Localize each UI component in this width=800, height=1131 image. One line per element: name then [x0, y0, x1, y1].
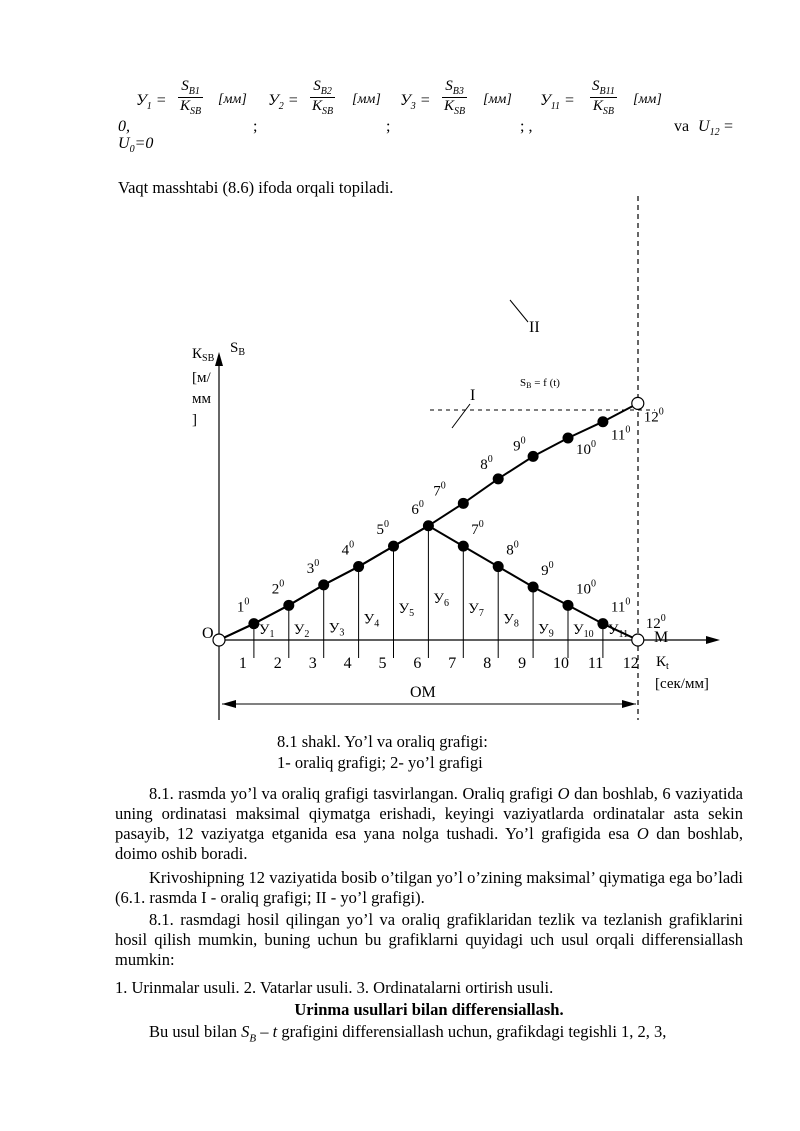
intro-line: Vaqt masshtabi (8.6) ifoda orqali topiladi.: [118, 178, 394, 197]
formula-tail-va: va: [674, 118, 690, 135]
om-arrow-right: [622, 700, 636, 708]
x-tick-label-11: 11: [587, 655, 604, 672]
y-unit-2: мм: [192, 391, 211, 407]
formula-3-fraction: $S_{B3}$ $K_{SB}$: [444, 78, 466, 117]
position-label-i-4: $4^0$: [341, 539, 355, 559]
position-label-ii-10: $10^0$: [576, 439, 596, 459]
y-label-k: $К_{SB}$: [192, 346, 215, 364]
series-i-point-1: [248, 618, 259, 629]
ordinate-label-4: $У_4$: [363, 611, 380, 630]
formula-eq: =: [724, 118, 734, 135]
position-label-i-1: $1^0$: [236, 596, 250, 616]
ordinate-label-9: $У_9$: [538, 621, 554, 640]
x-tick-label-7: 7: [448, 655, 457, 672]
series-i-point-7: [458, 541, 469, 552]
paragraph-5: Bu usul bilan $S_B$ – t grafigini differensiallash uchun, grafikdagi tegishli 1, 2, 3,: [149, 1022, 667, 1045]
y-unit-1: [м/: [192, 370, 211, 386]
paragraph-4: 1. Urinmalar usuli. 2. Vatarlar usuli. 3. Ordinatalarni ortirish usuli.: [115, 978, 554, 997]
curve-ii-label: II: [529, 319, 540, 336]
paragraph-1: 8.1. rasmda yo’l va oraliq grafigi tasvirlangan. Oraliq grafigi O dan boshlab, 6 vaziyatida uning ordinatasi maksimal qiymatga erishadi, keyingi vaziyatlarda ordinatalar asta sekin pasayib, 12 vaziyatga etganida esa yana nolga tushadi. Yo’l grafigida esa O dan boshlab, doimo oshib boradi.: [115, 784, 744, 863]
formula-u0: $U_0=0$: [118, 135, 154, 156]
formula-2-fraction: $S_{B2}$ $K_{SB}$: [312, 78, 334, 117]
curve-i-leader: [452, 404, 470, 428]
x-label-k: $К_t$: [656, 654, 669, 672]
figure-static: [215, 196, 720, 720]
curve-ii-leader: [510, 300, 528, 322]
formula-u12: $U_{12}$: [698, 118, 720, 139]
series-i-point-8: [493, 561, 504, 572]
paragraph-2: Krivoshipning 12 vaziyatida bosib o’tilgan yo’l o’zining maksimal’ qiymatiga ega bo’ladi (6.1. rasmda I - oraliq grafigi; II - yo’l grafigi).: [115, 868, 743, 907]
series-i-end-point: [632, 634, 644, 646]
ordinate-label-11: $У_{11}$: [607, 622, 629, 640]
y-label-s: $S_B$: [230, 340, 246, 358]
x-tick-label-1: 1: [238, 655, 247, 672]
position-label-i-3: $3^0$: [306, 557, 320, 577]
formula-sep-1: ;: [253, 118, 258, 135]
x-tick-label-10: 10: [553, 655, 569, 672]
series-i-point-3: [318, 579, 329, 590]
series-i-point-5: [388, 541, 399, 552]
origin-label: O: [202, 625, 214, 642]
om-arrow-left: [222, 700, 236, 708]
end-label-m: M: [654, 629, 669, 646]
formula-11-unit: [мм]: [633, 92, 662, 107]
series-ii-end-point: [632, 397, 644, 409]
ordinate-label-6: $У_6$: [433, 590, 450, 609]
formula-2-lhs: $У_2$ =: [268, 92, 299, 113]
x-tick-label-12: 12: [622, 655, 639, 672]
position-label-ii-12: $12^0$: [643, 406, 664, 426]
y-axis-arrow: [215, 352, 223, 366]
ordinate-label-1: $У_1$: [258, 622, 275, 640]
formula-3-lhs: $У_3$ =: [400, 92, 431, 113]
position-label-i-10: $10^0$: [576, 578, 596, 598]
position-label-ii-11: $11^0$: [610, 424, 631, 444]
y-unit-3: ]: [192, 412, 197, 428]
paragraph-3: 8.1. rasmdagi hosil qilingan yo’l va oraliq grafiklaridan tezlik va tezlanish grafiklarini hosil qilish mumkin, buning uchun bu grafiklarni quyidagi uch usul orqali differensiallash mumkin:: [115, 910, 743, 969]
x-tick-label-8: 8: [483, 655, 492, 672]
formula-sep-3: ; ,: [520, 118, 533, 135]
series-i-point-10: [563, 600, 574, 611]
formula-11-lhs: $У_{11}$ =: [540, 92, 575, 113]
ordinate-label-7: $У_7$: [468, 601, 484, 620]
series-i-point-9: [528, 581, 539, 592]
x-tick-label-3: 3: [308, 655, 317, 672]
x-tick-label-9: 9: [518, 655, 527, 672]
ordinate-label-10: $У_{10}$: [573, 622, 594, 640]
curve-function-label: SB = f (t): [520, 377, 560, 390]
position-label-i-2: $2^0$: [271, 578, 285, 598]
formula-1-fraction: $S_{B1}$ $K_{SB}$: [180, 78, 202, 117]
x-tick-label-5: 5: [378, 655, 387, 672]
x-tick-label-2: 2: [273, 655, 282, 672]
x-tick-label-4: 4: [343, 655, 352, 672]
series-i-point-4: [353, 561, 364, 572]
position-label-i-8: $8^0$: [506, 539, 519, 559]
position-label-i-12: $12^0$: [645, 613, 666, 632]
formula-11-fraction: $S_{B11}$ $K_{SB}$: [592, 78, 615, 117]
position-label-i-9: $9^0$: [541, 559, 554, 579]
position-label-i-5: $5^0$: [376, 519, 389, 539]
series-ii-point-10: [563, 433, 574, 444]
position-label-ii-9: $9^0$: [513, 435, 526, 455]
formula-lead-zero: 0,: [118, 118, 130, 135]
caption-line-1: 8.1 shakl. Yo’l va oraliq grafigi:: [277, 732, 488, 751]
formula-1-lhs: $У_1$ =: [136, 92, 167, 113]
series-ii-point-11: [597, 416, 608, 427]
series-i-point-6: [423, 520, 434, 531]
formula-1-unit: [мм]: [218, 92, 247, 107]
series-ii-point-7: [458, 498, 469, 509]
position-label-i-11: $11^0$: [610, 596, 631, 616]
curve-i-label: I: [470, 387, 476, 404]
position-label-i-6: $6^0$: [411, 498, 424, 518]
ordinate-label-5: $У_5$: [398, 601, 415, 620]
formula-sep-2: ;: [386, 118, 391, 135]
om-label: ОМ: [410, 684, 436, 701]
series-ii-point-9: [528, 451, 539, 462]
formula-2-unit: [мм]: [352, 92, 381, 107]
ordinate-label-8: $У_8$: [503, 611, 519, 630]
position-label-ii-7: $7^0$: [433, 480, 446, 500]
ordinate-label-2: $У_2$: [293, 622, 310, 640]
x-axis-arrow: [706, 636, 720, 644]
figure-dynamic: [213, 397, 669, 672]
series-i-point-2: [283, 600, 294, 611]
position-label-ii-8: $8^0$: [480, 453, 493, 473]
formula-3-unit: [мм]: [483, 92, 512, 107]
caption-line-2: 1- oraliq grafigi; 2- yo’l grafigi: [277, 753, 483, 772]
origin-point: [213, 634, 225, 646]
position-label-i-7: $7^0$: [471, 519, 484, 539]
section-heading: Urinma usullari bilan differensiallash.: [294, 1000, 564, 1019]
series-ii-point-8: [493, 473, 504, 484]
ordinate-label-3: $У_3$: [328, 620, 345, 639]
x-unit: [сек/мм]: [655, 676, 709, 692]
x-tick-label-6: 6: [413, 655, 422, 672]
series-i-point-11: [597, 618, 608, 629]
